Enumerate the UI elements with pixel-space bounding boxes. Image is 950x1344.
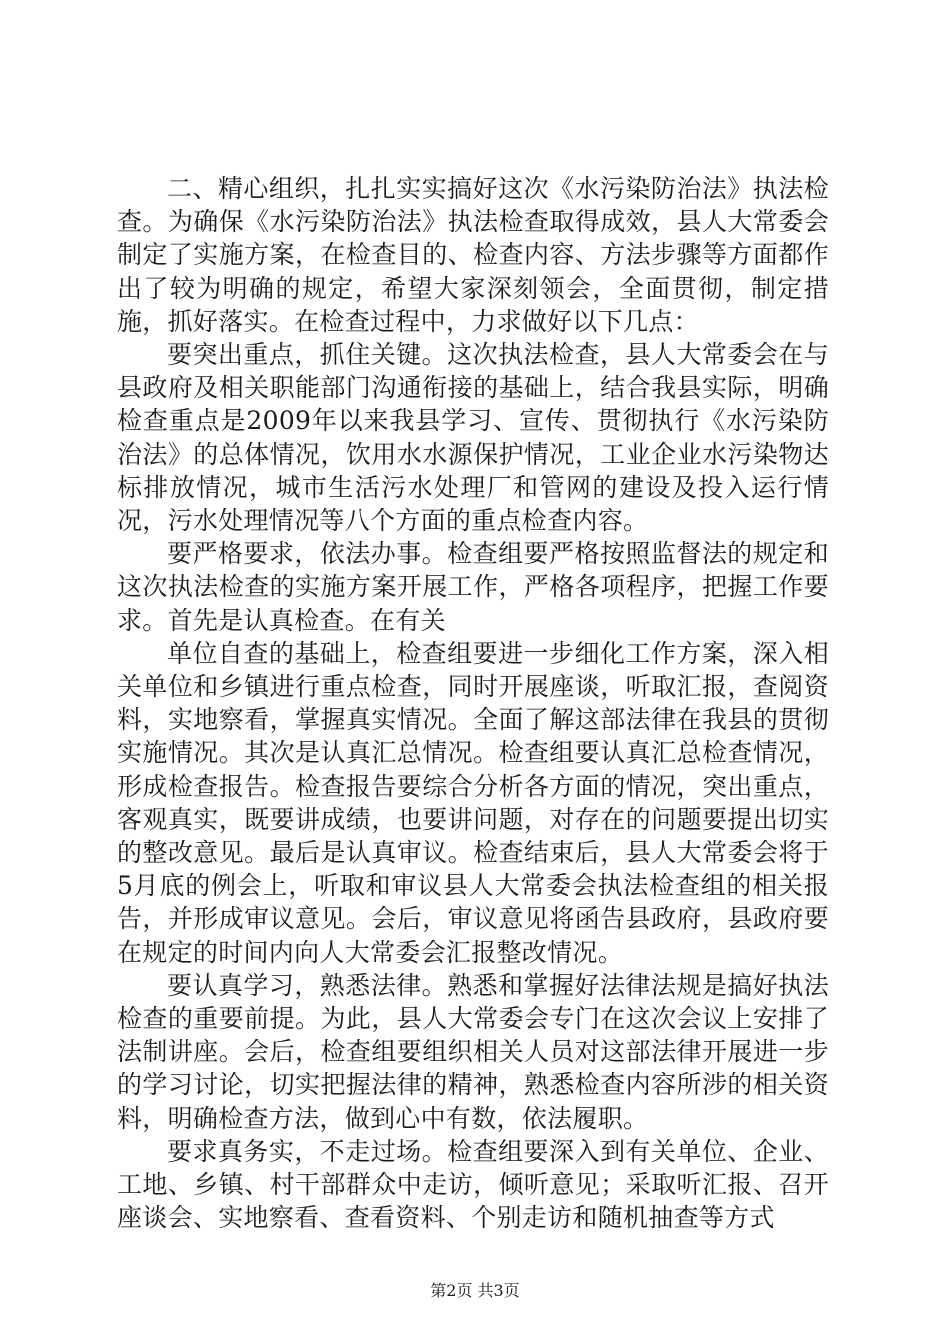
paragraph-1: 二、精心组织，扎扎实实搞好这次《水污染防治法》执法检查。为确保《水污染防治法》执法检查取得成效，县人大常委会制定了实施方案，在检查目的、检查内容、方法步骤等方面都作出了较为明确的规定，希望大家深刻领会，全面贯彻，制定措施，抓好落实。在检查过程中，力求做好以下几点： bbox=[117, 174, 829, 336]
paragraph-4: 单位自查的基础上，检查组要进一步细化工作方案，深入相关单位和乡镇进行重点检查，同时开展座谈，听取汇报，查阅资料，实地察看，掌握真实情况。全面了解这部法律在我县的贯彻实施情况。其次是认真汇总情况。检查组要认真汇总检查情况，形成检查报告。检查报告要综合分析各方面的情况，突出重点，客观真实，既要讲成绩，也要讲问题，对存在的问题要提出切实的整改意见。最后是认真审议。检查结束后，县人大常委会将于5月底的例会上，听取和审议县人大常委会执法检查组的相关报告，并形成审议意见。会后，审议意见将函告县政府，县政府要在规定的时间内向人大常委会汇报整改情况。 bbox=[117, 638, 829, 967]
document-body bbox=[117, 172, 829, 1235]
paragraph-5: 要认真学习，熟悉法律。熟悉和掌握好法律法规是搞好执法检查的重要前提。为此，县人大常委会专门在这次会议上安排了法制讲座。会后，检查组要组织相关人员对这部法律开展进一步的学习讨论，切实把握法律的精神，熟悉检查内容所涉的相关资料，明确检查方法，做到心中有数，依法履职。 bbox=[117, 970, 829, 1133]
paragraph-2: 要突出重点，抓住关键。这次执法检查，县人大常委会在与县政府及相关职能部门沟通衔接的基础上，结合我县实际，明确检查重点是2009年以来我县学习、宣传、贯彻执行《水污染防治法》的总体情况，饮用水水源保护情况，工业企业水污染物达标排放情况，城市生活污水处理厂和管网的建设及投入运行情况，污水处理情况等八个方面的重点检查内容。 bbox=[117, 340, 829, 536]
paragraph-6: 要求真务实，不走过场。检查组要深入到有关单位、企业、工地、乡镇、村干部群众中走访，倾听意见；采取听汇报、召开座谈会、实地察看、查看资料、个别走访和随机抽查等方式 bbox=[117, 1136, 829, 1233]
paragraph-3: 要严格要求，依法办事。检查组要严格按照监督法的规定和这次执法检查的实施方案开展工作，严格各项程序，把握工作要求。首先是认真检查。在有关 bbox=[117, 539, 829, 635]
page-footer: 第2页 共3页 bbox=[430, 1281, 520, 1300]
